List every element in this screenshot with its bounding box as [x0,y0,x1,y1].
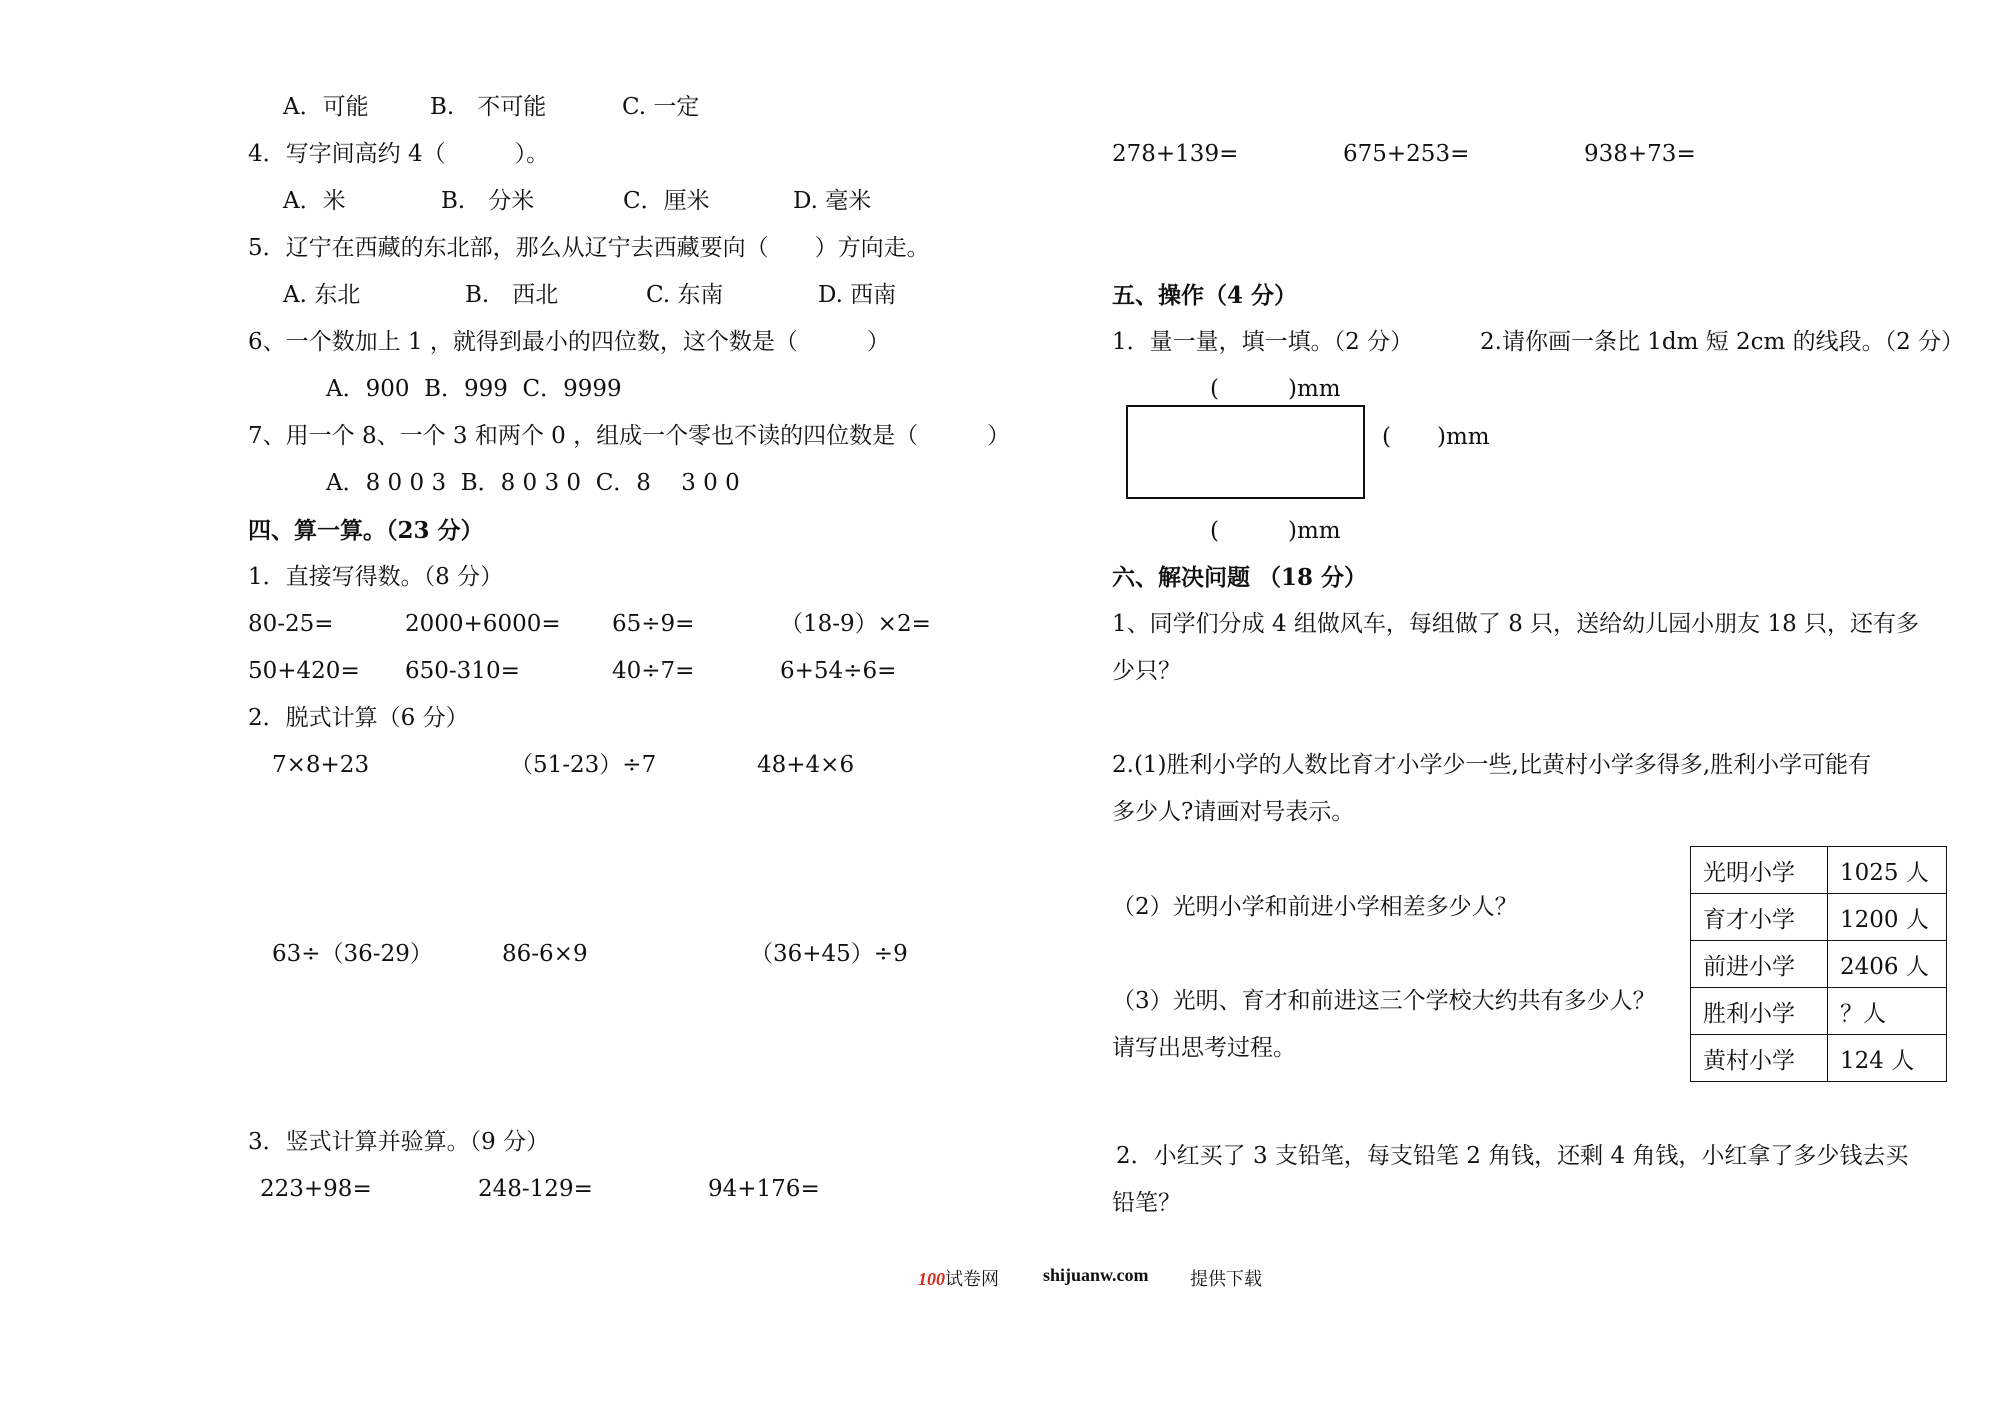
step-calc-item: （36+45）÷9 [750,941,908,967]
q4-option-c: C．厘米 [623,188,710,214]
vertical-calc-item: 223+98= [260,1176,372,1202]
problem-2-sub-3: （3）光明、育才和前进这三个学校大约共有多少人？ [1112,988,1656,1014]
direct-calc-item: 2000+6000= [405,611,561,637]
direct-calc-item: 40÷7= [612,658,695,684]
school-count: 1025 人 [1828,847,1947,894]
problem-2-line-1: 2.(1)胜利小学的人数比育才小学少一些,比黄村小学多得多,胜利小学可能有 [1112,752,1872,778]
school-count: ？人 [1828,988,1947,1035]
q7-options: A．8 0 0 3 B．8 0 3 0 C．8 3 0 0 [326,470,740,496]
problem-2-sub-2: （2）光明小学和前进小学相差多少人？ [1112,894,1518,920]
vertical-calc-item: 94+176= [708,1176,820,1202]
vertical-calc-item: 938+73= [1584,141,1696,167]
q5-option-c: C. 东南 [646,282,724,308]
school-count: 1200 人 [1828,894,1947,941]
table-row [1691,847,1947,894]
school-name: 前进小学 [1691,941,1828,988]
problem-2-line-2: 多少人?请画对号表示。 [1112,799,1355,825]
section-4-title: 四、算一算。（23 分） [248,517,484,544]
q4-option-b: B. 分米 [441,188,535,214]
question-6: 6、一个数加上 1 ，就得到最小的四位数，这个数是（ ） [248,329,890,355]
school-count: 124 人 [1828,1035,1947,1082]
direct-calc-item: 650-310= [405,658,520,684]
footer-tail: 提供下载 [1190,1269,1262,1289]
q5-option-b: B. 西北 [465,282,559,308]
step-calc-item: 86-6×9 [502,941,588,967]
q5-option-a: A. 东北 [283,282,361,308]
direct-calc-item: 50+420= [248,658,360,684]
problem-2-sub-3-instruction: 请写出思考过程。 [1112,1035,1296,1061]
direct-calc-item: （18-9）×2= [780,611,931,637]
q4-option-a: A．米 [283,188,346,214]
q4-option-d: D. 毫米 [793,188,872,214]
section-4-part-2: 2．脱式计算（6 分） [248,705,469,731]
vertical-calc-item: 248-129= [478,1176,593,1202]
school-name: 光明小学 [1691,847,1828,894]
table-row [1691,988,1947,1035]
question-7: 7、用一个 8、一个 3 和两个 0 ，组成一个零也不读的四位数是（ ） [248,423,1011,449]
section-4-part-1: 1．直接写得数。（8 分） [248,564,504,590]
problem-1-line-2: 少只？ [1112,658,1181,684]
school-name: 黄村小学 [1691,1035,1828,1082]
section-4-part-3: 3．竖式计算并验算。（9 分） [248,1129,550,1155]
school-name: 胜利小学 [1691,988,1828,1035]
footer-site: shijuanw.com [1043,1265,1149,1285]
section-5-part-1: 1．量一量，填一填。（2 分） [1112,329,1414,355]
question-5: 5．辽宁在西藏的东北部，那么从辽宁去西藏要向（ ）方向走。 [248,235,930,261]
problem-3-line-1: 2．小红买了 3 支铅笔，每支铅笔 2 角钱，还剩 4 角钱，小红拿了多少钱去买 [1116,1143,1909,1169]
school-table [1690,846,1947,1082]
footer-logo [918,1265,999,1291]
measure-top-blank: ( )mm [1210,376,1341,402]
table-row [1691,894,1947,941]
step-calc-item: 7×8+23 [272,752,370,778]
q6-options: A．900 B．999 C．9999 [326,376,622,402]
logo-100-mark: 100 [918,1269,945,1289]
q3-option-c: C. 一定 [622,94,700,120]
question-4: 4．写字间高约 4（ ）。 [248,141,550,167]
section-5-title: 五、操作（4 分） [1112,282,1298,309]
table-row [1691,1035,1947,1082]
q3-option-a: A．可能 [283,94,369,120]
logo-text: 试卷网 [945,1269,999,1289]
vertical-calc-item: 675+253= [1343,141,1470,167]
direct-calc-item: 80-25= [248,611,334,637]
direct-calc-item: 65÷9= [612,611,695,637]
direct-calc-item: 6+54÷6= [780,658,897,684]
step-calc-item: （51-23）÷7 [510,752,657,778]
step-calc-item: 48+4×6 [757,752,855,778]
q5-option-d: D. 西南 [818,282,897,308]
section-6-title: 六、解决问题 （18 分） [1112,564,1368,591]
vertical-calc-item: 278+139= [1112,141,1239,167]
step-calc-item: 63÷（36-29） [272,941,433,967]
table-row [1691,941,1947,988]
section-5-part-2: 2.请你画一条比 1dm 短 2cm 的线段。（2 分） [1480,329,1965,355]
school-name: 育才小学 [1691,894,1828,941]
q3-option-b: B. 不可能 [430,94,547,120]
measure-right-blank: ( )mm [1382,424,1490,450]
school-count: 2406 人 [1828,941,1947,988]
problem-1-line-1: 1、同学们分成 4 组做风车，每组做了 8 只，送给幼儿园小朋友 18 只，还有多 [1112,611,1920,637]
measure-bottom-blank: ( )mm [1210,518,1341,544]
measure-rectangle [1126,405,1365,499]
problem-3-line-2: 铅笔？ [1112,1190,1181,1216]
